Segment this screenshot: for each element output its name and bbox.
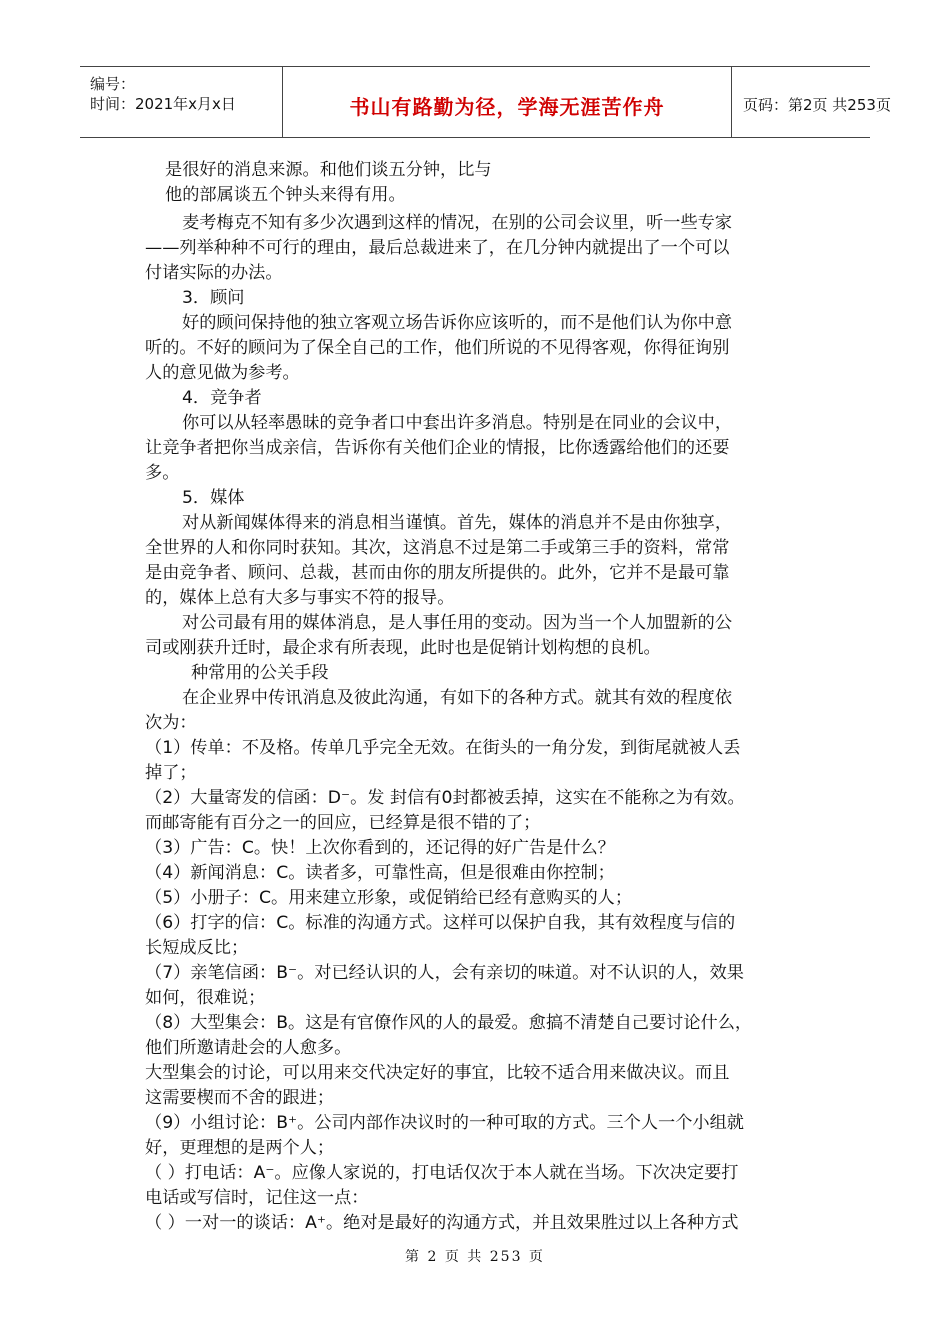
body-line: 是很好的消息来源。和他们谈五分钟，比与 xyxy=(165,160,492,180)
doc-number-label: 编号： xyxy=(90,75,136,93)
body-line: 这需要楔而不舍的跟进； xyxy=(145,1088,335,1108)
body-line: 好，更理想的是两个人； xyxy=(145,1138,335,1158)
body-line: 好的顾问保持他的独立客观立场告诉你应该听的，而不是他们认为你中意 xyxy=(182,313,733,333)
body-line: （7）亲笔信函：B⁻。对已经认识的人，会有亲切的味道。对不认识的人，效果 xyxy=(145,963,744,983)
body-line: 全世界的人和你同时获知。其次，这消息不过是第二手或第三手的资料，常常 xyxy=(145,538,730,558)
body-line: （9）小组讨论：B⁺。公司内部作决议时的一种可取的方式。三个人一个小组就 xyxy=(145,1113,744,1133)
body-line: 3．顾问 xyxy=(182,288,245,308)
body-line: 他的部属谈五个钟头来得有用。 xyxy=(165,185,406,205)
body-line: 在企业界中传讯消息及彼此沟通，有如下的各种方式。就其有效的程度依 xyxy=(182,688,733,708)
body-line: 次为： xyxy=(145,713,197,733)
body-line: 你可以从轻率愚昧的竞争者口中套出许多消息。特别是在同业的会议中， xyxy=(182,413,733,433)
body-line: 是由竞争者、顾问、总裁，甚而由你的朋友所提供的。此外，它并不是最可靠 xyxy=(145,563,730,583)
body-line: （1）传单：不及格。传单几乎完全无效。在街头的一角分发，到街尾就被人丢 xyxy=(145,738,741,758)
body-line: 麦考梅克不知有多少次遇到这样的情况，在别的公司会议里，听一些专家 xyxy=(182,213,733,233)
body-line: 5．媒体 xyxy=(182,488,245,508)
body-line: 多。 xyxy=(145,463,180,483)
body-line: （6）打字的信：C。标准的沟通方式。这样可以保护自我，其有效程度与信的 xyxy=(145,913,736,933)
page-header xyxy=(80,66,891,138)
body-line: （4）新闻消息：C。读者多，可靠性高，但是很难由你控制； xyxy=(145,863,615,883)
body-line: 电话或写信时，记住这一点： xyxy=(145,1188,369,1208)
body-line: （ ）一对一的谈话：A⁺。绝对是最好的沟通方式，并且效果胜过以上各种方式 xyxy=(145,1213,739,1233)
body-line: （3）广告：C。快！上次你看到的，还记得的好广告是什么？ xyxy=(145,838,615,858)
body-line: 让竞争者把你当成亲信，告诉你有关他们企业的情报，比你透露给他们的还要 xyxy=(145,438,730,458)
header-page-cell xyxy=(731,67,891,137)
page-footer: 第 2 页 共 253 页 xyxy=(405,1249,545,1265)
doc-time-label: 时间：2021年x月x日 xyxy=(90,95,236,113)
body-line: （2）大量寄发的信函：D⁻。发 封信有0封都被丢掉，这实在不能称之为有效。 xyxy=(145,788,745,808)
header-motto-cell xyxy=(282,67,732,137)
body-line: 对从新闻媒体得来的消息相当谨慎。首先，媒体的消息并不是由你独享， xyxy=(182,513,733,533)
header-meta xyxy=(80,67,282,137)
body-line: 4．竞争者 xyxy=(182,388,262,408)
body-line: 对公司最有用的媒体消息，是人事任用的变动。因为当一个人加盟新的公 xyxy=(182,613,733,633)
body-line: 如何，很难说； xyxy=(145,988,266,1008)
body-line: 付诸实际的办法。 xyxy=(145,263,283,283)
body-line: （5）小册子：C。用来建立形象，或促销给已经有意购买的人； xyxy=(145,888,633,908)
body-line: 长短成反比； xyxy=(145,938,249,958)
body-line: 种常用的公关手段 xyxy=(191,663,329,683)
body-line: （ ）打电话：A⁻。应像人家说的，打电话仅次于本人就在当场。下次决定要打 xyxy=(145,1163,739,1183)
body-line: 大型集会的讨论，可以用来交代决定好的事宜，比较不适合用来做决议。而且 xyxy=(145,1063,730,1083)
body-line: （8）大型集会：B。这是有官僚作风的人的最爱。愈搞不清楚自己要讨论什么， xyxy=(145,1013,753,1033)
body-line: ——列举种种不可行的理由，最后总裁进来了，在几分钟内就提出了一个可以 xyxy=(145,238,730,258)
body-line: 而邮寄能有百分之一的回应，已经算是很不错的了； xyxy=(145,813,541,833)
header-page-code: 页码：第2页 共253页 xyxy=(743,96,891,114)
body-line: 他们所邀请赴会的人愈多。 xyxy=(145,1038,352,1058)
body-line: 司或刚获升迁时，最企求有所表现，此时也是促销计划构想的良机。 xyxy=(145,638,661,658)
body-line: 的，媒体上总有大多与事实不符的报导。 xyxy=(145,588,455,608)
body-line: 人的意见做为参考。 xyxy=(145,363,300,383)
header-motto: 书山有路勤为径，学海无涯苦作舟 xyxy=(349,95,665,119)
body-line: 掉了； xyxy=(145,763,197,783)
body-line: 听的。不好的顾问为了保全自己的工作，他们所说的不见得客观，你得征询别 xyxy=(145,338,730,358)
